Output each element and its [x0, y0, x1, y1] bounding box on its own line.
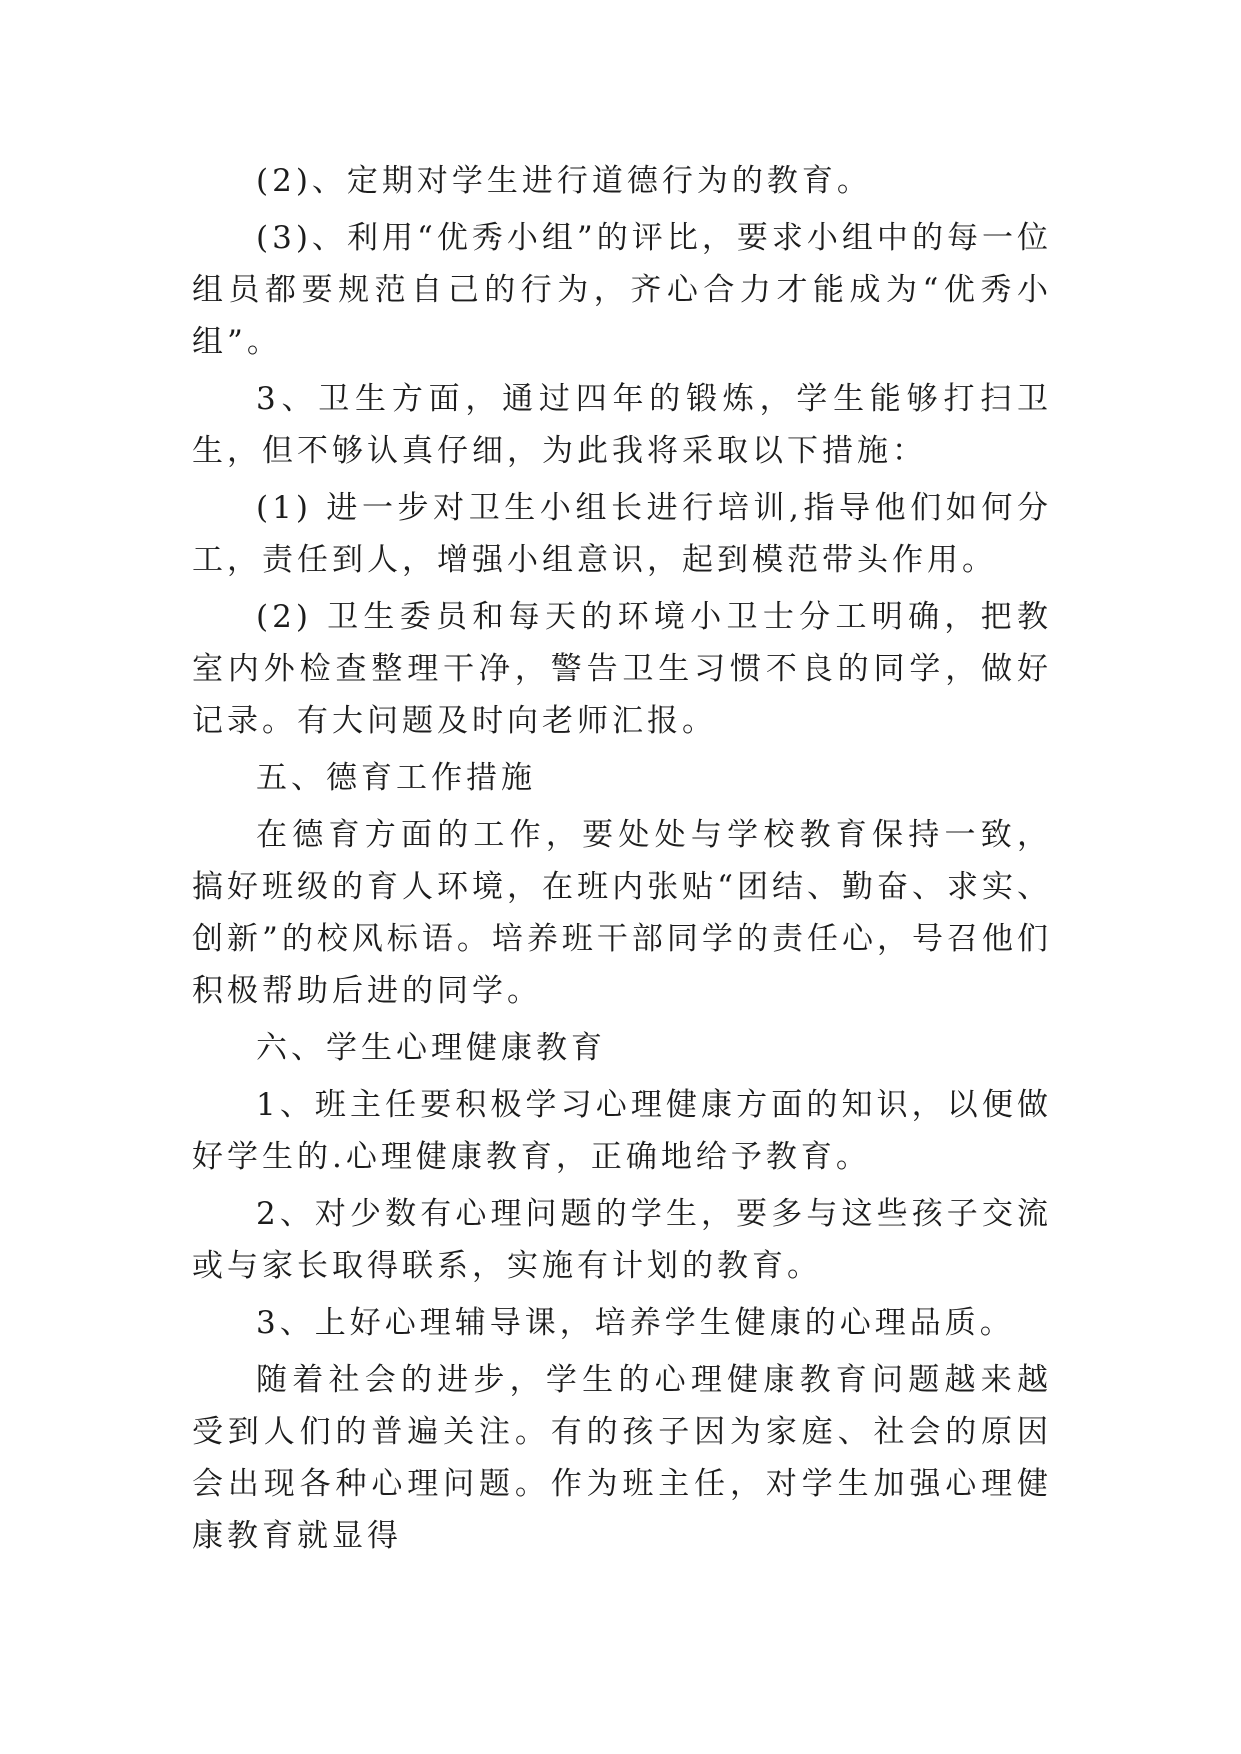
paragraph-mental-health-1: 1、班主任要积极学习心理健康方面的知识，以便做好学生的.心理健康教育，正确地给予教育。: [192, 1087, 1052, 1175]
paragraph-social-progress: 随着社会的进步，学生的心理健康教育问题越来越受到人们的普遍关注。有的孩子因为家庭、社会的原因会出现各种心理问题。作为班主任，对学生加强心理健康教育就显得: [192, 1362, 1052, 1554]
section-heading-mental-health: 六、学生心理健康教育: [256, 1030, 606, 1066]
paragraph-hygiene-committee: (2) 卫生委员和每天的环境小卫士分工明确，把教室内外检查整理干净，警告卫生习惯不良的同学，做好记录。有大问题及时向老师汇报。: [192, 599, 1052, 739]
paragraph-moral-education-regular: (2)、定期对学生进行道德行为的教育。: [256, 163, 872, 199]
paragraph-mental-health-2: 2、对少数有心理问题的学生，要多与这些孩子交流或与家长取得联系，实施有计划的教育。: [192, 1196, 1052, 1284]
paragraph-hygiene-training: (1) 进一步对卫生小组长进行培训,指导他们如何分工，责任到人，增强小组意识，起到模范带头作用。: [192, 490, 1052, 578]
section-heading-moral-measures: 五、德育工作措施: [256, 760, 536, 796]
paragraph-excellent-group: (3)、利用“优秀小组”的评比，要求小组中的每一位组员都要规范自己的行为，齐心合力才能成为“优秀小组”。: [192, 220, 1052, 360]
paragraph-hygiene-intro: 3、卫生方面，通过四年的锻炼，学生能够打扫卫生，但不够认真仔细，为此我将采取以下措施：: [192, 381, 1052, 469]
document-body: [192, 155, 1052, 1567]
paragraph-mental-health-3: 3、上好心理辅导课，培养学生健康的心理品质。: [256, 1305, 1015, 1341]
paragraph-moral-measures: 在德育方面的工作，要处处与学校教育保持一致，搞好班级的育人环境，在班内张贴“团结、勤奋、求实、创新”的校风标语。培养班干部同学的责任心，号召他们积极帮助后进的同学。: [192, 817, 1052, 1009]
